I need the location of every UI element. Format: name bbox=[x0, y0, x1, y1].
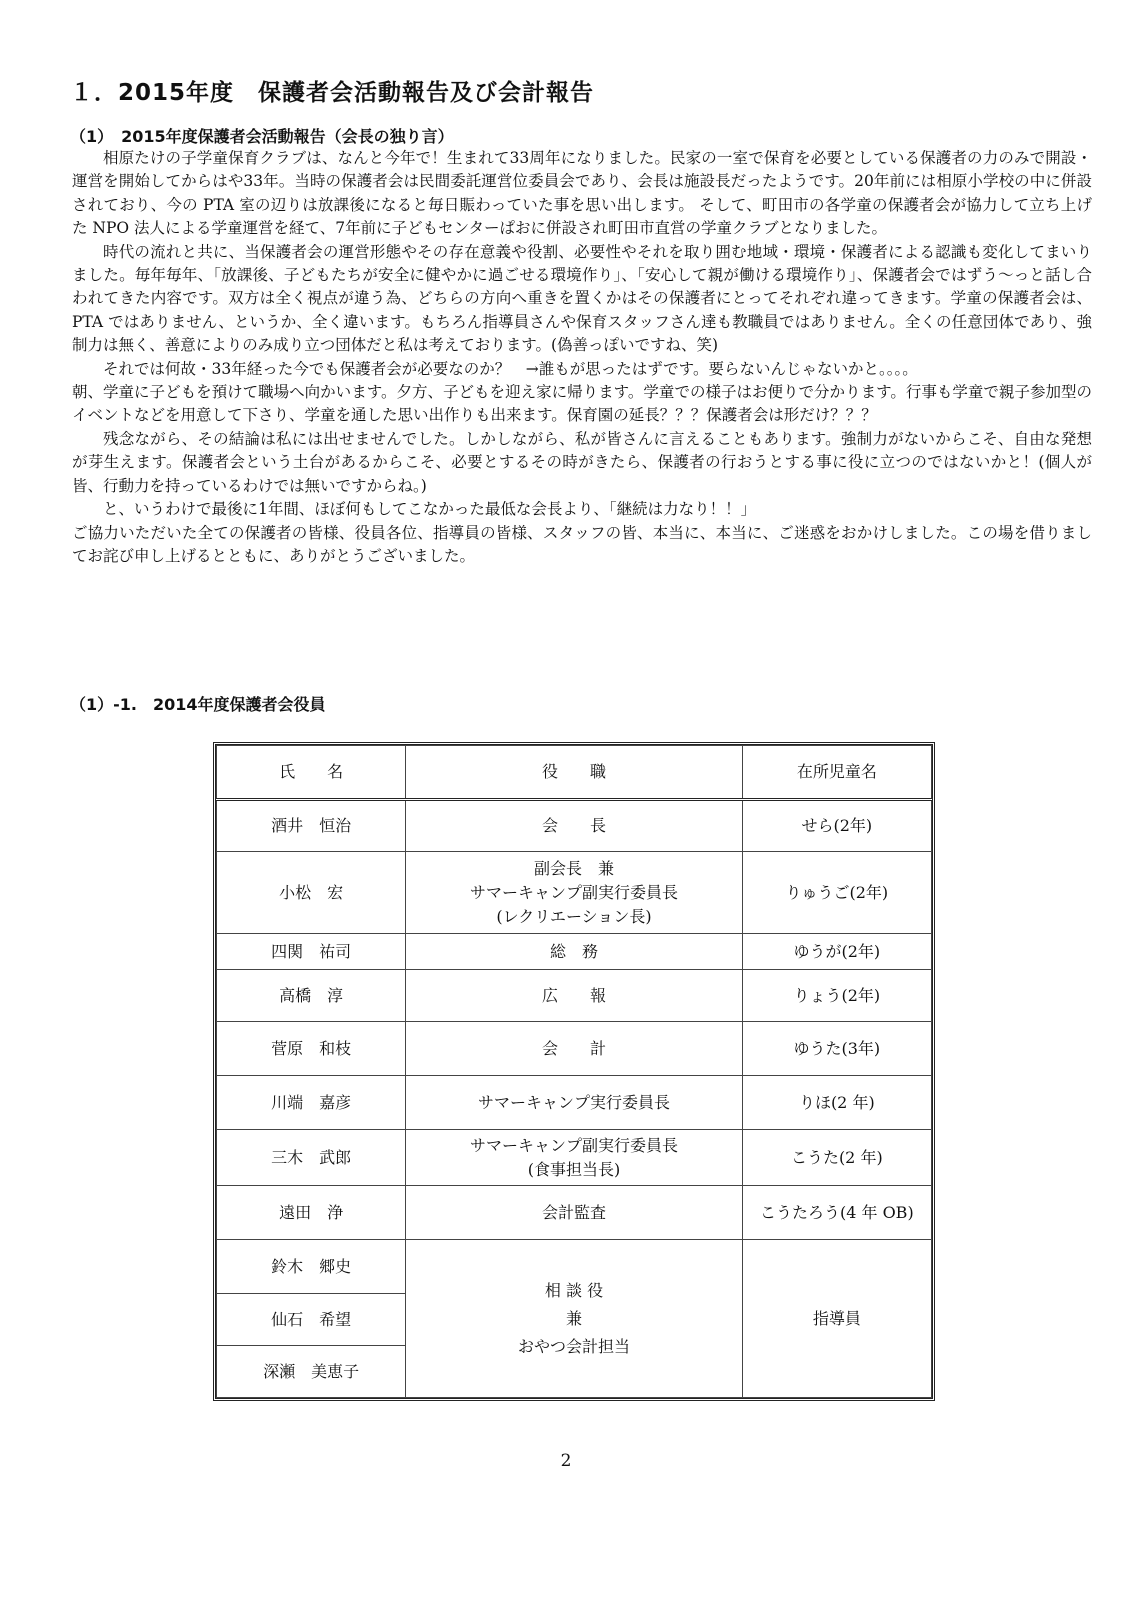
officer-role bbox=[406, 852, 742, 934]
paragraph: ご協力いただいた全ての保護者の皆様、役員各位、指導員の皆様、スタッフの皆、本当に、本当に、ご迷惑をおかけしました。この場を借りましてお詫び申し上げるとともに、ありがとうございました。 bbox=[72, 523, 1092, 565]
role-line: (食事担当長) bbox=[527, 1159, 621, 1179]
role-line: 広 報 bbox=[541, 985, 606, 1005]
officer-child: 指導員 bbox=[742, 1240, 931, 1398]
role-line: 相 談 役 bbox=[544, 1280, 604, 1300]
role-line: サマーキャンプ副実行委員長 bbox=[469, 882, 678, 902]
role-line: 副会長 兼 bbox=[533, 858, 614, 878]
section-subtitle: （1） 2015年度保護者会活動報告（会長の独り言） bbox=[70, 127, 454, 146]
officer-role bbox=[406, 800, 742, 852]
role-line: (レクリエーション長) bbox=[496, 906, 652, 926]
paragraph: 相原たけの子学童保育クラブは、なんと今年で！生まれて33周年になりました。民家の一室で保育を必要としている保護者の力のみで開設・運営を開始してからはや33年。当時の保護者会は民間委託運営位委員会であり、会長は施設長だったようです。20年前には相原小学校の中に併設されており、今の PTA 室の辺りは放課後になると毎日賑わっていた事を思い出します。 そして、町田市の各学童の保護者会が協力して立ち上げた NPO 法人による学童運営を経て、7年前に子どもセンターぱおに併設され町田市直営の学童クラブとなりました。 bbox=[72, 149, 1092, 238]
officer-name: 四関 祐司 bbox=[217, 934, 406, 970]
table-row bbox=[217, 1240, 932, 1294]
officer-child: せら(2年) bbox=[742, 800, 931, 852]
officer-name: 仙石 希望 bbox=[217, 1294, 406, 1346]
officers-section-title: （1）-1. 2014年度保護者会役員 bbox=[70, 695, 326, 714]
officer-role bbox=[406, 970, 742, 1022]
officer-name: 三木 武郎 bbox=[217, 1130, 406, 1186]
table-row bbox=[217, 1186, 932, 1240]
table-row bbox=[217, 1022, 932, 1076]
officer-role bbox=[406, 1240, 742, 1398]
header-role: 役 職 bbox=[406, 746, 742, 800]
table-body bbox=[217, 800, 932, 1398]
officer-name: 酒井 恒治 bbox=[217, 800, 406, 852]
paragraph: と、いうわけで最後に1年間、ほぼ何もしてこなかった最低な会長より、「継続は力なり！！」 bbox=[103, 500, 757, 519]
paragraph: 残念ながら、その結論は私には出せませんでした。しかしながら、私が皆さんに言えることもあります。強制力がないからこそ、自由な発想が芽生えます。保護者会という土台があるからこそ、必要とするその時がきたら、保護者の行おうとする事に役に立つのではないかと！(個人が皆、行動力を持っているわけでは無いですからね。) bbox=[72, 429, 1092, 495]
role-line: 総 務 bbox=[549, 941, 598, 961]
officer-child: ゆうが(2年) bbox=[742, 934, 931, 970]
officers-table bbox=[216, 745, 932, 1398]
report-body bbox=[72, 147, 1092, 568]
table-row bbox=[217, 970, 932, 1022]
officer-role bbox=[406, 1130, 742, 1186]
officer-role bbox=[406, 1022, 742, 1076]
table-header-row bbox=[217, 746, 932, 800]
officer-name: 川端 嘉彦 bbox=[217, 1076, 406, 1130]
page-number: 2 bbox=[560, 1451, 572, 1471]
officer-child: こうた(2 年) bbox=[742, 1130, 931, 1186]
header-name: 氏 名 bbox=[217, 746, 406, 800]
officers-table-frame bbox=[213, 742, 935, 1401]
table-row bbox=[217, 1076, 932, 1130]
role-line: 会 長 bbox=[541, 816, 606, 835]
officer-child: りほ(2 年) bbox=[742, 1076, 931, 1130]
officer-name: 小松 宏 bbox=[217, 852, 406, 934]
page-title: １．2015年度 保護者会活動報告及び会計報告 bbox=[70, 80, 595, 106]
officer-child: ゆうた(3年) bbox=[742, 1022, 931, 1076]
table-row bbox=[217, 1130, 932, 1186]
paragraph: 時代の流れと共に、当保護者会の運営形態やその存在意義や役割、必要性やそれを取り囲む地域・環境・保護者による認識も変化してまいりました。毎年毎年、「放課後、子どもたちが安全に健やかに過ごせる環境作り」、「安心して親が働ける環境作り」、保護者会ではずう〜っと話し合われてきた内容です。双方は全く視点が違う為、どちらの方向へ重きを置くかはその保護者にとってそれぞれ違ってきます。学童の保護者会は、PTA ではありません、というか、全く違います。もちろん指導員さんや保育スタッフさん達も教職員ではありません。全くの任意団体であり、強制力は無く、善意によりのみ成り立つ団体だと私は考えております。(偽善っぽいですね、笑) bbox=[72, 242, 1092, 355]
role-line: おやつ会計担当 bbox=[517, 1336, 630, 1356]
table-row bbox=[217, 800, 932, 852]
header-child: 在所児童名 bbox=[742, 746, 931, 800]
officer-child: りゅうご(2年) bbox=[742, 852, 931, 934]
officer-name: 鈴木 郷史 bbox=[217, 1240, 406, 1294]
paragraph: 朝、学童に子どもを預けて職場へ向かいます。夕方、子どもを迎え家に帰ります。学童での様子はお便りで分かります。行事も学童で親子参加型のイベントなどを用意して下さり、学童を通した思い出作りも出来ます。保育園の延長？？？保護者会は形だけ？？？ bbox=[72, 383, 1092, 425]
officer-name: 菅原 和枝 bbox=[217, 1022, 406, 1076]
officer-name: 高橋 淳 bbox=[217, 970, 406, 1022]
officer-child: りょう(2年) bbox=[742, 970, 931, 1022]
officer-role bbox=[406, 1076, 742, 1130]
role-line: 会計監査 bbox=[541, 1202, 606, 1222]
paragraph: それでは何故・33年経った今でも保護者会が必要なのか？ →誰もが思ったはずです。要らないんじゃないかと。。。。 bbox=[103, 359, 918, 378]
role-line: 兼 bbox=[565, 1308, 582, 1328]
table-row bbox=[217, 934, 932, 970]
role-line: サマーキャンプ実行委員長 bbox=[477, 1092, 670, 1112]
officer-child: こうたろう(4 年 OB) bbox=[742, 1186, 931, 1240]
role-line: 会 計 bbox=[541, 1038, 606, 1058]
officer-name: 遠田 浄 bbox=[217, 1186, 406, 1240]
officer-name: 深瀬 美恵子 bbox=[217, 1346, 406, 1398]
table-row bbox=[217, 852, 932, 934]
role-line: サマーキャンプ副実行委員長 bbox=[469, 1135, 678, 1155]
officer-role bbox=[406, 934, 742, 970]
officer-role bbox=[406, 1186, 742, 1240]
